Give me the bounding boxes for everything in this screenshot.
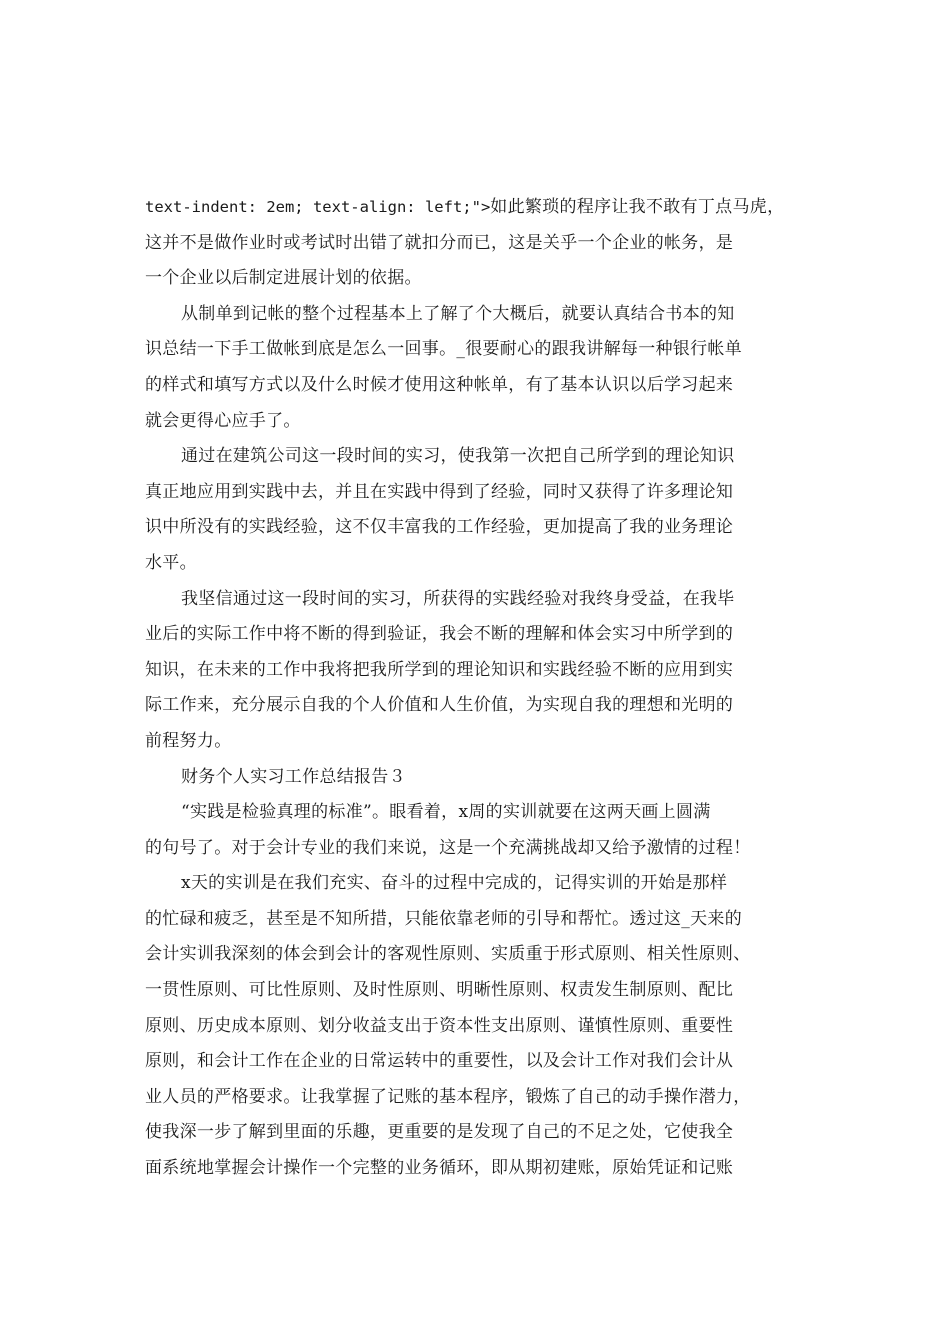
text-line — [145, 439, 825, 475]
text-line — [145, 688, 825, 724]
text-line — [145, 937, 825, 973]
text-line — [145, 831, 825, 867]
text-line — [145, 190, 825, 226]
text-line — [145, 724, 825, 760]
line-text: 识中所没有的实践经验，这不仅丰富我的工作经验，更加提高了我的业务理论 — [145, 517, 734, 538]
text-line — [145, 582, 825, 618]
line-text: 我坚信通过这一段时间的实习，所获得的实践经验对我终身受益，在我毕 — [181, 588, 735, 609]
line-text: 原则、历史成本原则、划分收益支出于资本性支出原则、谨慎性原则、重要性 — [145, 1015, 734, 1036]
line-text: 使我深一步了解到里面的乐趣，更重要的是发现了自己的不足之处，它使我全 — [145, 1122, 734, 1143]
text-line — [145, 475, 825, 511]
text-line — [145, 226, 825, 262]
line-text: 的句号了。对于会计专业的我们来说，这是一个充满挑战却又给予激情的过程！ — [145, 837, 751, 858]
text-line — [145, 1115, 825, 1151]
text-line — [145, 510, 825, 546]
line-text: x天的实训是在我们充实、奋斗的过程中完成的，记得实训的开始是那样 — [181, 873, 728, 894]
line-text: 面系统地掌握会计操作一个完整的业务循环，即从期初建账，原始凭证和记账 — [145, 1158, 734, 1179]
paragraph — [145, 795, 825, 866]
line-text: 的忙碌和疲乏，甚至是不知所措，只能依靠老师的引导和帮忙。透过这_天来的 — [145, 908, 742, 929]
text-line — [145, 332, 825, 368]
line-text: 这并不是做作业时或考试时出错了就扣分而已，这是关乎一个企业的帐务，是 — [145, 232, 734, 253]
text-line — [145, 546, 825, 582]
line-text: 财务个人实习工作总结报告３ — [181, 766, 406, 787]
paragraph — [145, 439, 825, 581]
line-text: 水平。 — [145, 552, 197, 573]
document-body — [145, 190, 825, 1187]
line-text: 一个企业以后制定进展计划的依据。 — [145, 268, 422, 289]
stray-code-text: text-indent: 2em; text-align: left;"> — [145, 198, 491, 216]
paragraph — [145, 297, 825, 439]
text-line — [145, 1009, 825, 1045]
line-text: 原则，和会计工作在企业的日常运转中的重要性，以及会计工作对我们会计从 — [145, 1051, 734, 1072]
line-text: “实践是检验真理的标准”。眼看着，x周的实训就要在这两天画上圆满 — [181, 802, 711, 823]
text-line — [145, 1044, 825, 1080]
line-text: 业人员的严格要求。让我掌握了记账的基本程序，锻炼了自己的动手操作潜力， — [145, 1086, 751, 1107]
line-text: 前程努力。 — [145, 730, 232, 751]
paragraph — [145, 582, 825, 760]
text-line — [145, 1080, 825, 1116]
text-line — [145, 1151, 825, 1187]
paragraph — [145, 760, 825, 796]
text-line — [145, 795, 825, 831]
text-line — [145, 297, 825, 333]
text-line — [145, 760, 825, 796]
text-line — [145, 368, 825, 404]
text-line — [145, 653, 825, 689]
line-text: 就会更得心应手了。 — [145, 410, 301, 431]
line-text: 通过在建筑公司这一段时间的实习，使我第一次把自己所学到的理论知识 — [181, 446, 735, 467]
line-text: 一贯性原则、可比性原则、及时性原则、明晰性原则、权责发生制原则、配比 — [145, 980, 734, 1001]
paragraph — [145, 866, 825, 1186]
line-text: 如此繁琐的程序让我不敢有丁点马虎， — [490, 197, 785, 217]
text-line — [145, 617, 825, 653]
text-line — [145, 404, 825, 440]
text-line — [145, 866, 825, 902]
text-line — [145, 973, 825, 1009]
text-line — [145, 902, 825, 938]
line-text: 真正地应用到实践中去，并且在实践中得到了经验，同时又获得了许多理论知 — [145, 481, 734, 502]
line-text: 际工作来，充分展示自我的个人价值和人生价值，为实现自我的理想和光明的 — [145, 695, 734, 716]
line-text: 业后的实际工作中将不断的得到验证，我会不断的理解和体会实习中所学到的 — [145, 624, 734, 645]
line-text: 知识，在未来的工作中我将把我所学到的理论知识和实践经验不断的应用到实 — [145, 659, 734, 680]
line-text: 的样式和填写方式以及什么时候才使用这种帐单，有了基本认识以后学习起来 — [145, 374, 734, 395]
text-line — [145, 261, 825, 297]
line-text: 从制单到记帐的整个过程基本上了解了个大概后，就要认真结合书本的知 — [181, 303, 735, 324]
paragraph — [145, 190, 825, 297]
line-text: 识总结一下手工做帐到底是怎么一回事。_很要耐心的跟我讲解每一种银行帐单 — [145, 339, 742, 360]
line-text: 会计实训我深刻的体会到会计的客观性原则、实质重于形式原则、相关性原则、 — [145, 944, 751, 965]
